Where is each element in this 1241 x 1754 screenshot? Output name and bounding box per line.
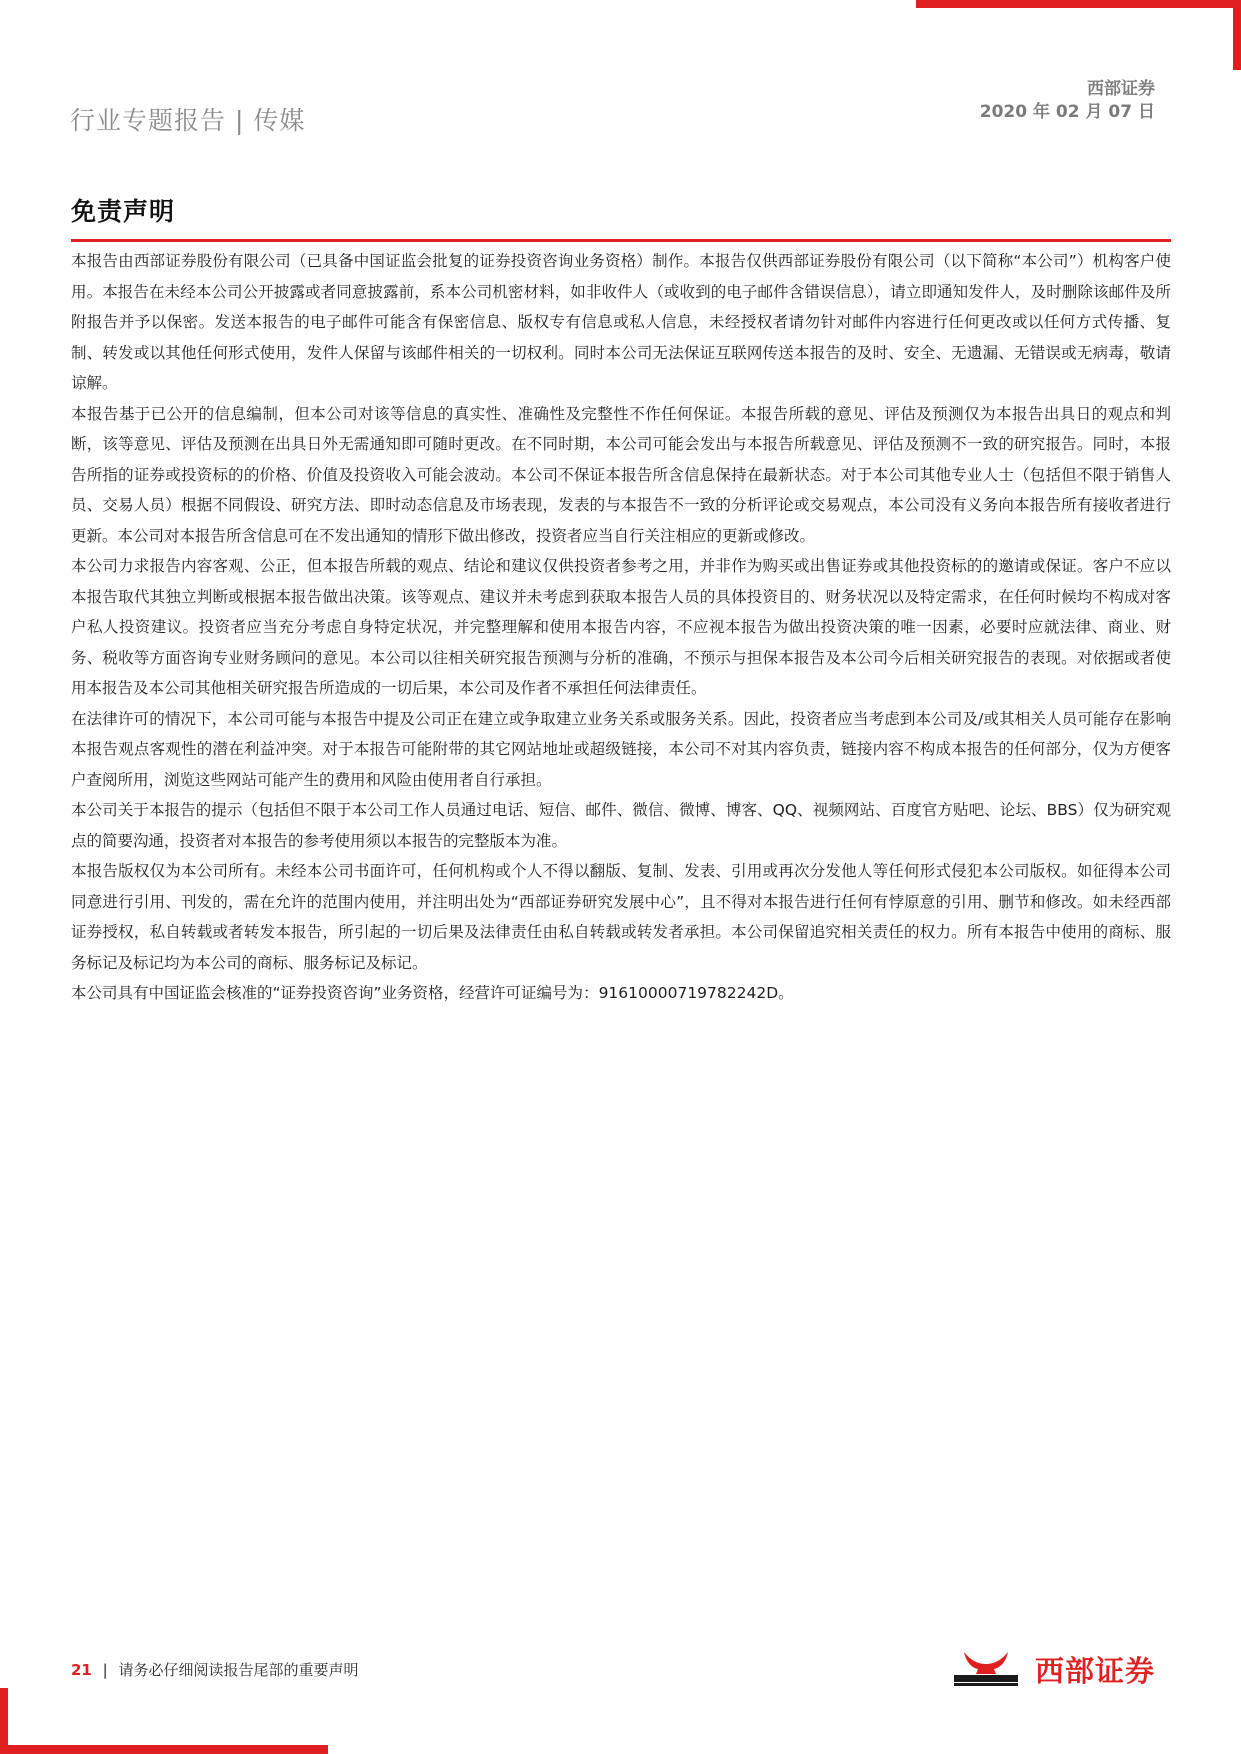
disclaimer-paragraph: 本公司关于本报告的提示（包括但不限于本公司工作人员通过电话、短信、邮件、微信、微博、博客、QQ、视频网站、百度官方贴吧、论坛、BBS）仅为研究观点的简要沟通，投资者对本报告的参考使用须以本报告的完整版本为准。 xyxy=(71,801,1171,850)
corner-accent-top xyxy=(916,0,1241,8)
disclaimer-paragraph: 在法律许可的情况下，本公司可能与本报告中提及公司正在建立或争取建立业务关系或服务关系。因此，投资者应当考虑到本公司及/或其相关人员可能存在影响本报告观点客观性的潜在利益冲突。对于本报告可能附带的其它网站地址或超级链接，本公司不对其内容负责，链接内容不构成本报告的任何部分，仅为方便客户查阅所用，浏览这些网站可能产生的费用和风险由使用者自行承担。 xyxy=(71,709,1171,789)
bull-logo-icon xyxy=(950,1648,1022,1688)
company-logo xyxy=(950,1648,1170,1688)
disclaimer-paragraph: 本公司力求报告内容客观、公正，但本报告所载的观点、结论和建议仅供投资者参考之用，并非作为购买或出售证券或其他投资标的的邀请或保证。客户不应以本报告取代其独立判断或根据本报告做出决策。该等观点、建议并未考虑到获取本报告人员的具体投资目的、财务状况以及特定需求，在任何时候均不构成对客户私人投资建议。投资者应当充分考虑自身特定状况，并完整理解和使用本报告内容，不应视本报告为做出投资决策的唯一因素，必要时应就法律、商业、财务、税收等方面咨询专业财务顾问的意见。本公司以往相关研究报告预测与分析的准确，不预示与担保本报告及本公司今后相关研究报告的表现。对依据或者使用本报告及本公司其他相关研究报告所造成的一切后果，本公司及作者不承担任何法律责任。 xyxy=(71,557,1171,697)
page-number: 21 xyxy=(71,1661,92,1679)
disclaimer-paragraph: 本公司具有中国证监会核准的“证券投资咨询”业务资格，经营许可证编号为：91610000719782242D。 xyxy=(71,984,794,1002)
header-meta xyxy=(980,78,1155,124)
disclaimer-paragraph: 本报告版权仅为本公司所有。未经本公司书面许可，任何机构或个人不得以翻版、复制、发表、引用或再次分发他人等任何形式侵犯本公司版权。如征得本公司同意进行引用、刊发的，需在允许的范围内使用，并注明出处为“西部证券研究发展中心”，且不得对本报告进行任何有悖原意的引用、删节和修改。如未经西部证券授权，私自转载或者转发本报告，所引起的一切后果及法律责任由私自转载或转发者承担。本公司保留追究相关责任的权力。所有本报告中使用的商标、服务标记及标记均为本公司的商标、服务标记及标记。 xyxy=(71,862,1171,972)
footer-divider: | xyxy=(102,1661,108,1679)
disclaimer-paragraph: 本报告基于已公开的信息编制，但本公司对该等信息的真实性、准确性及完整性不作任何保证。本报告所载的意见、评估及预测仅为本报告出具日的观点和判断，该等意见、评估及预测在出具日外无需通知即可随时更改。在不同时期，本公司可能会发出与本报告所载意见、评估及预测不一致的研究报告。同时，本报告所指的证券或投资标的的价格、价值及投资收入可能会波动。本公司不保证本报告所含信息保持在最新状态。对于本公司其他专业人士（包括但不限于销售人员、交易人员）根据不同假设、研究方法、即时动态信息及市场表现，发表的与本报告不一致的分析评论或交易观点，本公司没有义务向本报告所有接收者进行更新。本公司对本报告所含信息可在不发出通知的情形下做出修改，投资者应当自行关注相应的更新或修改。 xyxy=(71,404,1171,545)
header-company: 西部证券 xyxy=(1087,79,1155,99)
header-date: 2020 年 02 月 07 日 xyxy=(979,102,1155,122)
title-divider xyxy=(71,239,1171,242)
footer-note xyxy=(71,1659,359,1680)
corner-accent-top-vertical xyxy=(1233,0,1241,70)
report-category: 行业专题报告 | 传媒 xyxy=(70,106,306,135)
disclaimer-paragraph: 本报告由西部证券股份有限公司（已具备中国证监会批复的证券投资咨询业务资格）制作。本报告仅供西部证券股份有限公司（以下简称“本公司”）机构客户使用。本报告在未经本公司公开披露或者同意披露前，系本公司机密材料，如非收件人（或收到的电子邮件含错误信息），请立即通知发件人，及时删除该邮件及所附报告并予以保密。发送本报告的电子邮件可能含有保密信息、版权专有信息或私人信息，未经授权者请勿针对邮件内容进行任何更改或以任何方式传播、复制、转发或以其他任何形式使用，发件人保留与该邮件相关的一切权利。同时本公司无法保证互联网传送本报告的及时、安全、无遗漏、无错误或无病毒，敬请谅解。 xyxy=(71,252,1171,392)
footer-note-text: 请务必仔细阅读报告尾部的重要声明 xyxy=(118,1661,359,1679)
logo-wordmark: 西部证券 xyxy=(1035,1654,1156,1688)
corner-accent-bottom xyxy=(0,1745,328,1754)
section-title: 免责声明 xyxy=(71,197,176,226)
disclaimer-body xyxy=(71,246,1171,1009)
